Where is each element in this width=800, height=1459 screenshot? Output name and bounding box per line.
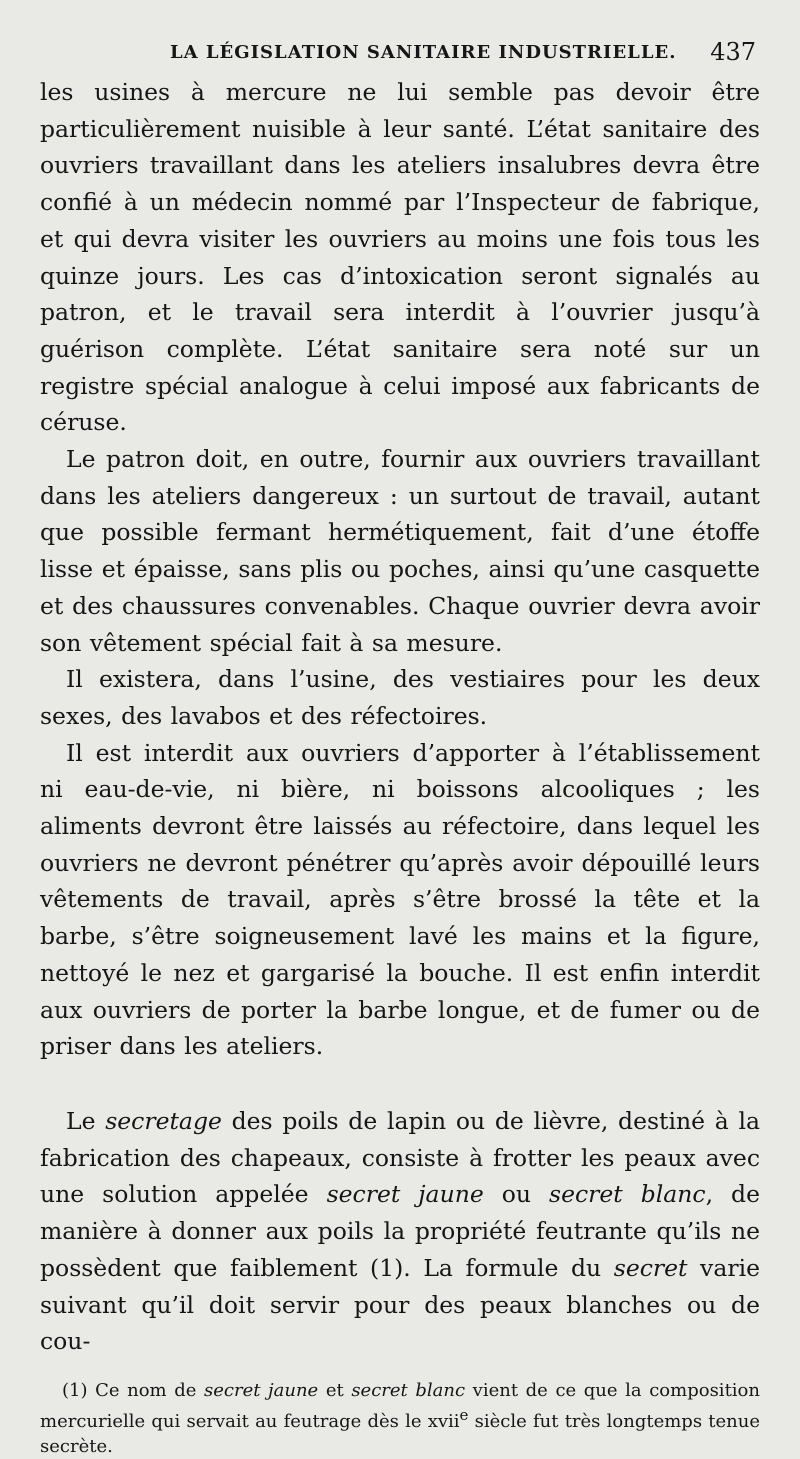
term-secret-blanc: secret blanc: [549, 1180, 706, 1209]
footnote-text-1: (1) Ce nom de: [62, 1379, 204, 1401]
paragraph-5-text-5: varie suivant qu’il doit servir pour des peaux blanches ou de cou-: [40, 1253, 760, 1356]
page-number: 437: [710, 38, 756, 66]
paragraph-5: [40, 1103, 760, 1360]
term-secret-jaune: secret jaune: [326, 1180, 484, 1209]
footnote-superscript: e: [459, 1405, 469, 1424]
term-secret: secret: [613, 1253, 688, 1282]
paragraph-5-text-1: Le: [66, 1106, 106, 1135]
footnote-text-2: et: [318, 1379, 352, 1401]
footnote-term-secret-blanc: secret blanc: [351, 1379, 466, 1401]
paragraph-2: Le patron doit, en outre, fournir aux ouvriers travaillant dans les ateliers dangereux : un surtout de travail, autant que possible fermant hermétiquement, fait d’une étoffe lisse et épaisse, sans plis ou poches, ainsi qu’une casquette et des chaussures convenables. Chaque ouvrier devra avoir son vêtement spécial fait à sa mesure.: [40, 445, 760, 657]
paragraph-3: Il existera, dans l’usine, des vestiaires pour les deux sexes, des lavabos et des réfectoires.: [40, 665, 760, 730]
footnote-term-secret-jaune: secret jaune: [204, 1379, 319, 1401]
footnotes: [40, 1378, 760, 1459]
footnote-text-4: siècle fut très longtemps tenue secrète.: [40, 1410, 760, 1457]
section-gap: [40, 1065, 760, 1103]
page-header: [40, 34, 760, 74]
paragraph-5-text-3: ou: [483, 1180, 550, 1209]
term-secretage: secretage: [105, 1106, 222, 1135]
running-title: LA LÉGISLATION SANITAIRE INDUSTRIELLE.: [170, 42, 677, 63]
paragraph-4: Il est interdit aux ouvriers d’apporter à l’établissement ni eau-de-vie, ni bière, ni boissons alcooliques ; les aliments devront être laissés au réfectoire, dans lequel les ouvriers ne devront pénétrer qu’après avoir dépouillé leurs vêtements de travail, après s’être brossé la tête et la barbe, s’être soigneusement lavé les mains et la figure, nettoyé le nez et gargarisé la bouche. Il est enfin interdit aux ouvriers de porter la barbe longue, et de fumer ou de priser dans les ateliers.: [40, 738, 760, 1061]
paragraph-1: les usines à mercure ne lui semble pas devoir être particulièrement nuisible à leur santé. L’état sanitaire des ouvriers travaillant dans les ateliers insalubres devra être confié à un médecin nommé par l’Inspecteur de fabrique, et qui devra visiter les ouvriers au moins une fois tous les quinze jours. Les cas d’intoxication seront signalés au patron, et le travail sera interdit à l’ouvrier jusqu’à guérison complète. L’état sanitaire sera noté sur un registre spécial analogue à celui imposé aux fabricants de céruse.: [40, 78, 760, 437]
paragraph-5-text-4: , de manière à donner aux poils la propriété feutrante qu’ils ne possèdent que faiblement (1). La formule du: [40, 1180, 760, 1282]
footnote-text-3: vient de ce que la composition mercurielle qui servait au feutrage dès le xvii: [40, 1379, 760, 1432]
footnote-1: [40, 1378, 760, 1459]
body-text: [40, 74, 760, 1360]
paragraph-5-text-2: des poils de lapin ou de lièvre, destiné à la fabrication des chapeaux, consiste à frotter les peaux avec une solution appelée: [40, 1106, 760, 1209]
